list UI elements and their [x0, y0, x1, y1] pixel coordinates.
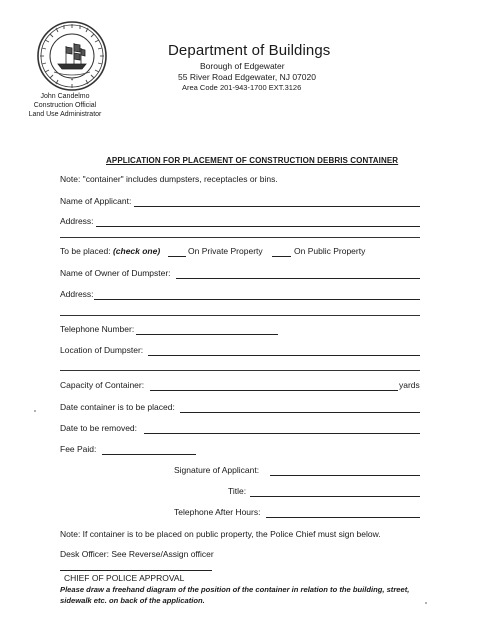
check-one-hint: (check one)	[112, 246, 161, 256]
official-role-construction: Construction Official	[33, 102, 97, 109]
applicant-address-line2[interactable]	[60, 237, 420, 238]
dumpster-location-line2[interactable]	[60, 370, 420, 371]
dumpster-location-label: Location of Dumpster:	[60, 345, 144, 355]
yards-unit: yards	[399, 380, 420, 390]
date-placed-label: Date container is to be placed:	[60, 402, 175, 412]
desk-officer-note: Desk Officer: See Reverse/Assign officer	[60, 549, 214, 559]
owner-address-line2[interactable]	[60, 315, 420, 316]
date-removed-label: Date to be removed:	[60, 423, 138, 433]
owner-address-label: Address:	[60, 289, 94, 299]
borough-seal	[36, 20, 108, 92]
applicant-address-field[interactable]	[96, 226, 420, 227]
after-hours-label: Telephone After Hours:	[174, 507, 261, 517]
placement-label: To be placed:	[60, 246, 113, 256]
placement-row	[60, 246, 160, 256]
after-hours-field[interactable]	[266, 517, 420, 518]
dumpster-location-field[interactable]	[148, 355, 420, 356]
official-name: John Candelmo	[40, 93, 90, 100]
title-field[interactable]	[250, 496, 420, 497]
private-property-label: On Private Property	[188, 246, 263, 256]
capacity-field[interactable]	[150, 390, 398, 391]
diagram-instructions: Please draw a freehand diagram of the position of the container in relation to the building, street, sidewalk etc. on back of the application.	[60, 585, 410, 605]
applicant-name-label: Name of Applicant:	[60, 196, 132, 206]
department-phone: Area Code 201-943-1700 EXT.3126	[182, 83, 302, 92]
form-title: APPLICATION FOR PLACEMENT OF CONSTRUCTION DEBRIS CONTAINER	[106, 156, 399, 165]
public-property-checkbox[interactable]	[272, 256, 291, 257]
scan-speck	[425, 602, 427, 604]
svg-text:✦: ✦	[70, 77, 74, 82]
chief-approval-label: CHIEF OF POLICE APPROVAL	[64, 573, 185, 583]
capacity-label: Capacity of Container:	[60, 380, 145, 390]
owner-address-field[interactable]	[94, 299, 420, 300]
telephone-label: Telephone Number:	[60, 324, 135, 334]
signature-field[interactable]	[270, 475, 420, 476]
applicant-name-field[interactable]	[134, 206, 420, 207]
borough-name: Borough of Edgewater	[200, 61, 285, 71]
container-note: Note: "container" includes dumpsters, receptacles or bins.	[60, 174, 278, 184]
signature-label: Signature of Applicant:	[174, 465, 260, 475]
date-placed-field[interactable]	[180, 412, 420, 413]
chief-signature-field[interactable]	[60, 570, 212, 571]
official-role-land-use: Land Use Administrator	[28, 111, 102, 118]
fee-paid-field[interactable]	[102, 454, 196, 455]
scan-speck	[34, 410, 36, 412]
ship-seal-icon	[58, 43, 86, 69]
department-address: 55 River Road Edgewater, NJ 07020	[178, 72, 316, 82]
public-property-label: On Public Property	[294, 246, 366, 256]
department-title: Department of Buildings	[168, 42, 331, 59]
dumpster-owner-field[interactable]	[176, 278, 420, 279]
private-property-checkbox[interactable]	[168, 256, 186, 257]
date-removed-field[interactable]	[144, 433, 420, 434]
fee-paid-label: Fee Paid:	[60, 444, 97, 454]
telephone-field[interactable]	[136, 334, 278, 335]
police-note: Note: If container is to be placed on public property, the Police Chief must sign below.	[60, 529, 381, 539]
title-label: Title:	[228, 486, 247, 496]
applicant-address-label: Address:	[60, 216, 94, 226]
dumpster-owner-label: Name of Owner of Dumpster:	[60, 268, 171, 278]
